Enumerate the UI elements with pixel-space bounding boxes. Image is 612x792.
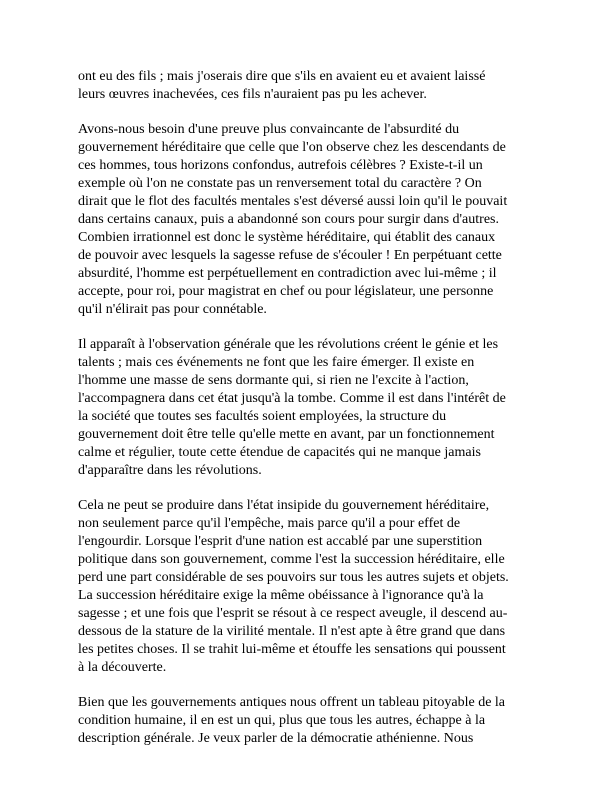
text-line: dans certains canaux, puis a abandonné son cours pour surgir dans d'autres. [78, 212, 499, 227]
text-line: accepte, pour roi, pour magistrat en chef ou pour législateur, une personne [78, 284, 494, 299]
text-line: de pouvoir avec lesquels la sagesse refuse de s'écouler ! En perpétuant cette [78, 248, 502, 263]
text-line: la société que toutes ses facultés soient employées, la structure du [78, 409, 447, 424]
text-line: talents ; mais ces événements ne font que les faire émerger. Il existe en [78, 355, 475, 370]
text-line: non seulement parce qu'il l'empêche, mais parce qu'il a pour effet de [78, 516, 461, 531]
text-line: Bien que les gouvernements antiques nous offrent un tableau pitoyable de la [78, 695, 506, 710]
text-line: gouvernement doit être telle qu'elle mette en avant, par un fonctionnement [78, 427, 495, 442]
text-line: ces hommes, tous horizons confondus, autrefois célèbres ? Existe-t-il un [78, 158, 483, 173]
text-line: Cela ne peut se produire dans l'état insipide du gouvernement héréditaire, [78, 498, 490, 513]
text-line: La succession héréditaire exige la même obéissance à l'ignorance qu'à la [78, 588, 484, 603]
text-line: perd une part considérable de ses pouvoirs sur tous les autres sujets et objets. [78, 570, 509, 585]
text-line: description générale. Je veux parler de la démocratie athénienne. Nous [78, 731, 474, 746]
text-line: Avons-nous besoin d'une preuve plus convaincante de l'absurdité du [78, 122, 460, 137]
paragraph-4 [78, 497, 538, 677]
document-page [78, 68, 538, 765]
text-line: condition humaine, il en est un qui, plus que tous les autres, échappe à la [78, 713, 486, 728]
text-line: à la découverte. [78, 660, 167, 675]
text-line: absurdité, l'homme est perpétuellement en contradiction avec lui-même ; il [78, 266, 497, 281]
paragraph-3 [78, 336, 538, 480]
text-line: l'accompagnera dans cet état jusqu'à la tombe. Comme il est dans l'intérêt de [78, 391, 506, 406]
text-line: d'apparaître dans les révolutions. [78, 463, 262, 478]
text-line: dessous de la stature de la virilité mentale. Il n'est apte à être grand que dans [78, 624, 506, 639]
text-line: politique dans son gouvernement, comme l'est la succession héréditaire, elle [78, 552, 505, 567]
text-line: ont eu des fils ; mais j'oserais dire que s'ils en avaient eu et avaient laissé [78, 69, 486, 84]
text-line: Il apparaît à l'observation générale que les révolutions créent le génie et les [78, 337, 499, 352]
text-line: l'engourdir. Lorsque l'esprit d'une nation est accablé par une superstition [78, 534, 483, 549]
text-line: sagesse ; et une fois que l'esprit se résout à ce respect aveugle, il descend au- [78, 606, 508, 621]
text-line: Combien irrationnel est donc le système héréditaire, qui établit des canaux [78, 230, 496, 245]
text-line: exemple où l'on ne constate pas un renversement total du caractère ? On [78, 176, 482, 191]
text-line: gouvernement héréditaire que celle que l'on observe chez les descendants de [78, 140, 506, 155]
text-line: les petites choses. Il se trahit lui-même et étouffe les sensations qui poussent [78, 642, 506, 657]
text-line: calme et régulier, toute cette étendue de capacités qui ne manque jamais [78, 445, 481, 460]
text-line: dirait que le flot des facultés mentales s'est déversé aussi loin qu'il le pouvait [78, 194, 508, 209]
text-line: l'homme une masse de sens dormante qui, si rien ne l'excite à l'action, [78, 373, 469, 388]
paragraph-2 [78, 121, 538, 319]
paragraph-5 [78, 694, 538, 748]
text-line: leurs œuvres inachevées, ces fils n'auraient pas pu les achever. [78, 87, 427, 102]
paragraph-1 [78, 68, 538, 104]
text-line: qu'il n'élirait pas pour connétable. [78, 302, 267, 317]
